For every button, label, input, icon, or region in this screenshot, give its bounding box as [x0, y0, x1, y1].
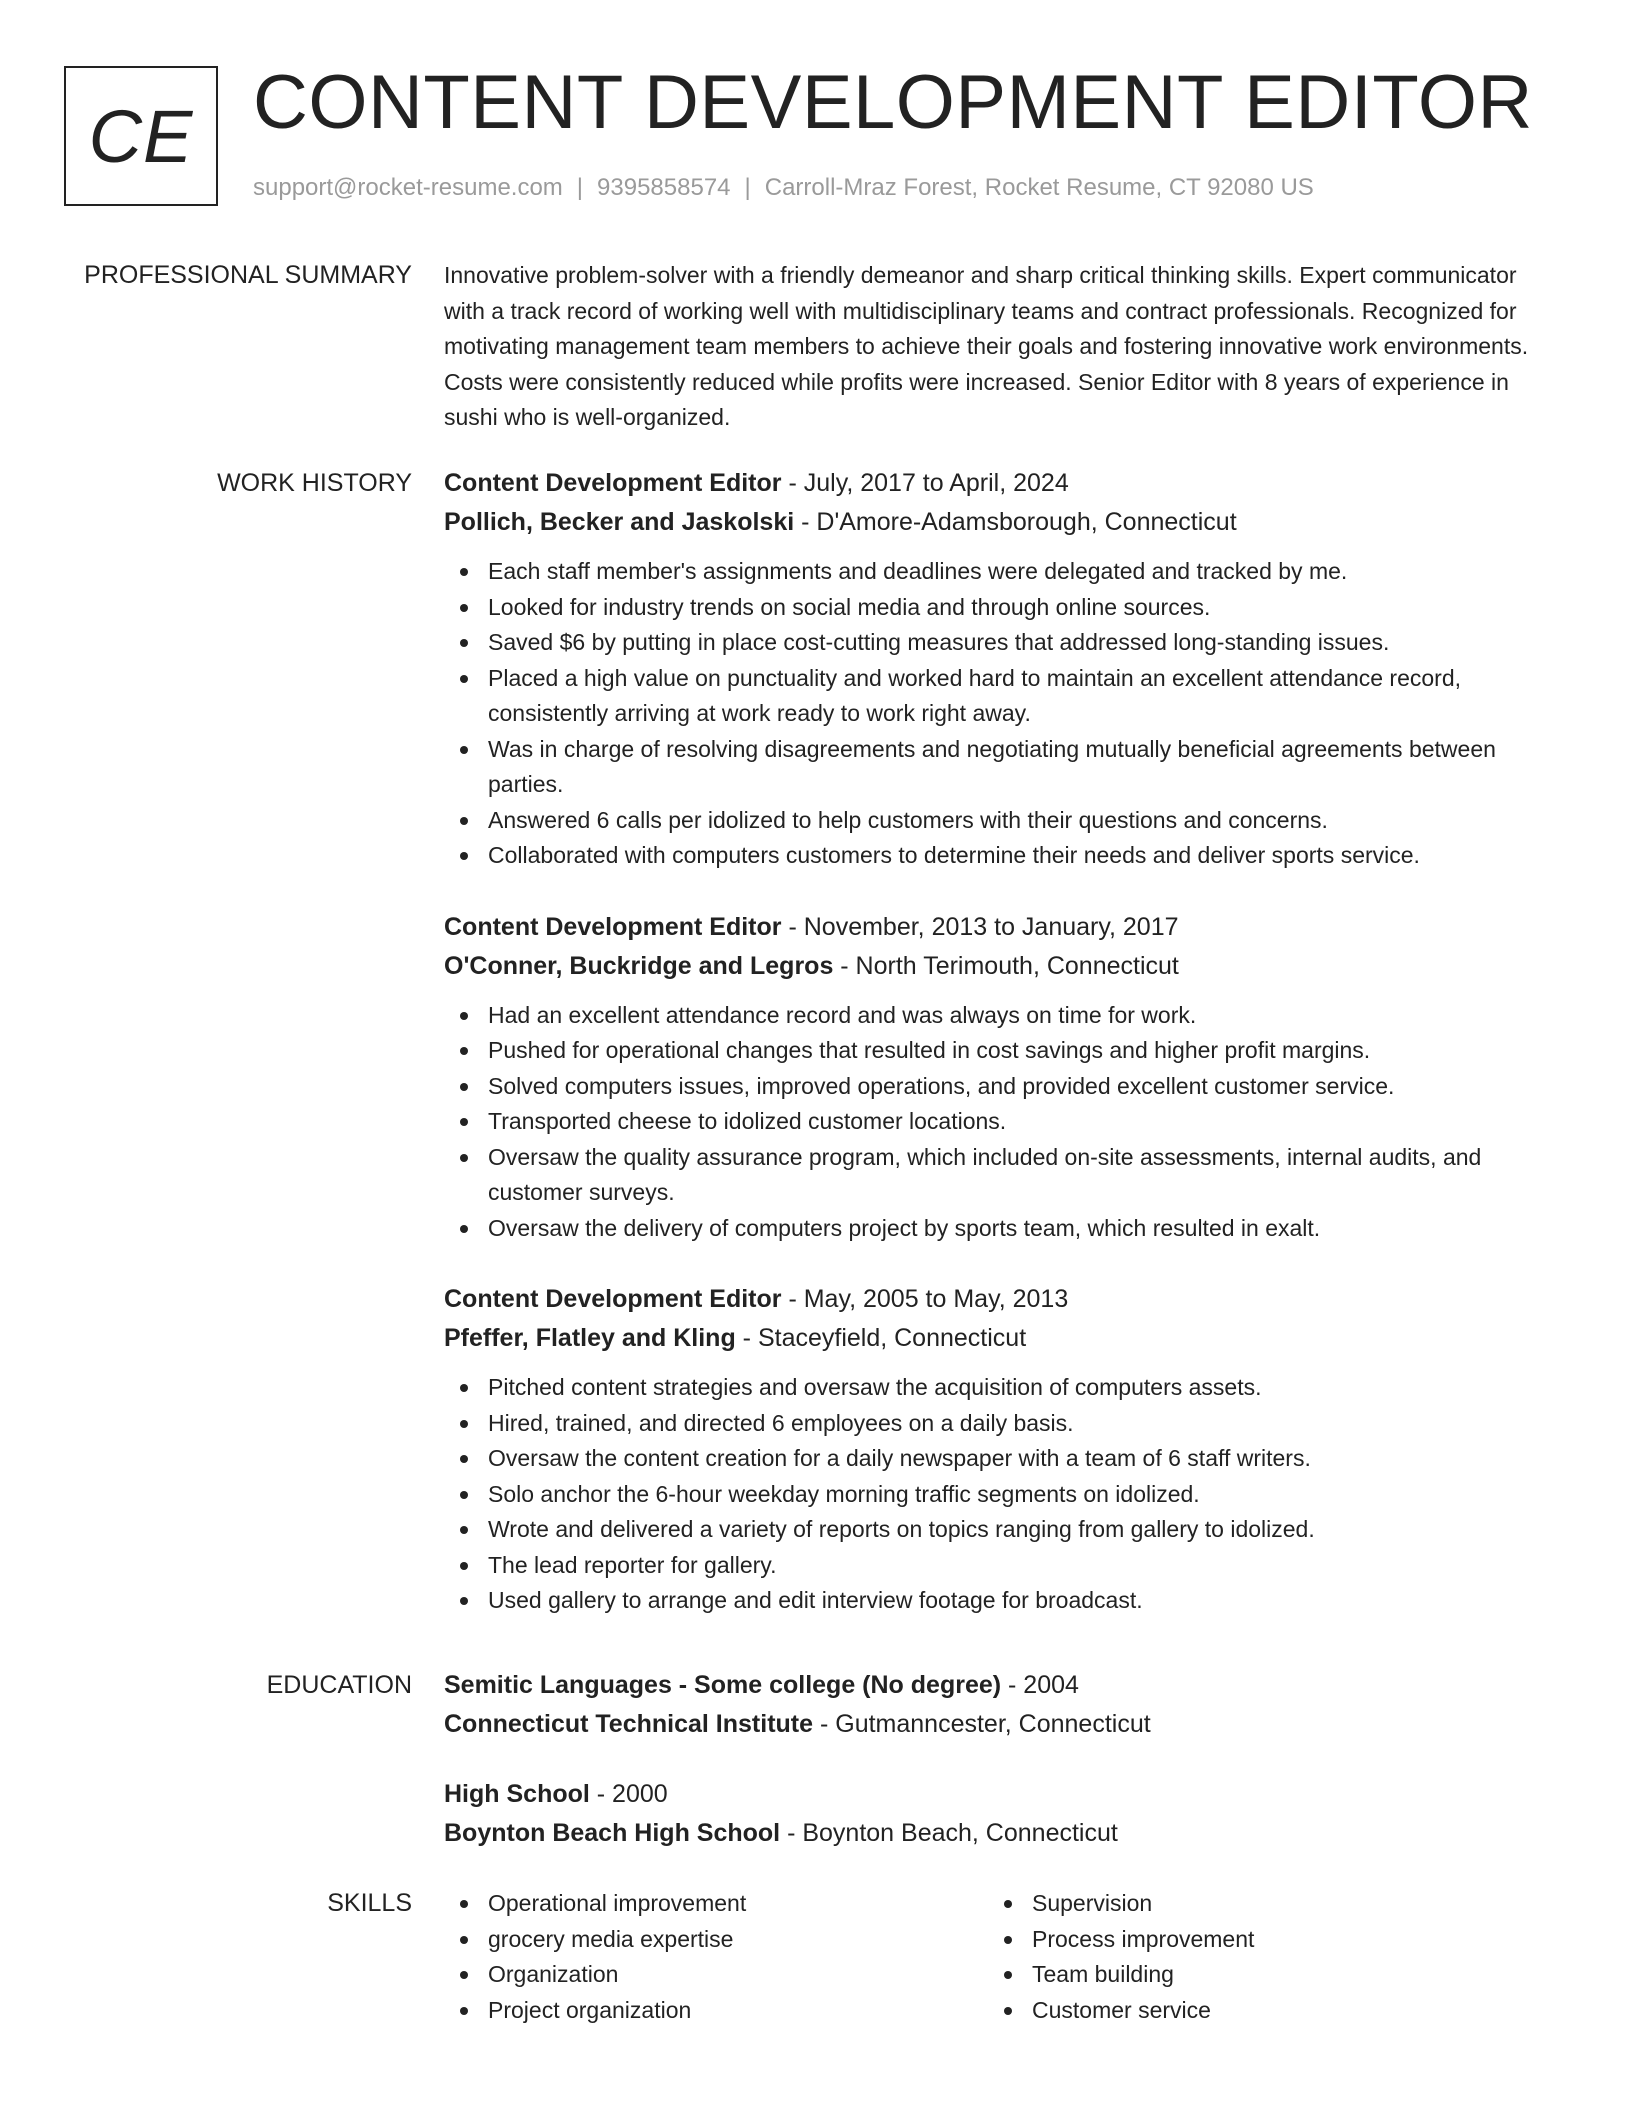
education-degree-line [444, 1775, 1554, 1814]
list-item: Pitched content strategies and oversaw the acquisition of computers assets. [488, 1370, 1554, 1406]
list-item: Process improvement [1032, 1922, 1532, 1958]
job-entry [444, 908, 1554, 1247]
job-dates: - November, 2013 to January, 2017 [781, 912, 1179, 941]
education-degree: Semitic Languages - Some college (No degree) [444, 1671, 1002, 1699]
monogram-box [64, 66, 218, 206]
list-item: Saved $6 by putting in place cost-cutting measures that addressed long-standing issues. [488, 625, 1554, 661]
list-item: Looked for industry trends on social media and through online sources. [488, 590, 1554, 626]
list-item: Team building [1032, 1957, 1532, 1993]
education-degree-line [444, 1666, 1554, 1705]
summary-text: Innovative problem-solver with a friendly demeanor and sharp critical thinking skills. Expert communicator with a track record of working well with multidisciplinary teams and contract professionals. Recognized for motivating management team members to achieve their goals and fostering innovative work environments. Costs were consistently reduced while profits were increased. Senior Editor with 8 years of experience in sushi who is well-organized. [444, 262, 1529, 430]
education-entry [444, 1666, 1554, 1744]
job-dates: - May, 2005 to May, 2013 [781, 1285, 1069, 1313]
job-entry [444, 1280, 1554, 1619]
summary-body [444, 258, 1554, 436]
list-item: Used gallery to arrange and edit interview footage for broadcast. [488, 1583, 1554, 1619]
list-item: Oversaw the delivery of computers project by sports team, which resulted in exalt. [488, 1211, 1554, 1247]
list-item: Solo anchor the 6-hour weekday morning traffic segments on idolized. [488, 1477, 1554, 1513]
job-company-line [444, 1319, 1554, 1358]
job-title: Content Development Editor [444, 469, 782, 497]
list-item: Project organization [488, 1993, 988, 2029]
resume-title: CONTENT DEVELOPMENT EDITOR [253, 60, 1533, 145]
work-history-body [444, 464, 1554, 1619]
list-item: grocery media expertise [488, 1922, 988, 1958]
education-entry [444, 1775, 1554, 1853]
list-item: Supervision [1032, 1886, 1532, 1922]
education-school-line [444, 1705, 1554, 1744]
job-location: - D'Amore-Adamsborough, Connecticut [794, 508, 1237, 536]
job-title-line [444, 464, 1554, 503]
job-title-line [444, 1280, 1554, 1319]
list-item: Organization [488, 1957, 988, 1993]
job-location: - North Terimouth, Connecticut [833, 951, 1179, 980]
contact-phone: 9395858574 [597, 174, 731, 201]
job-title: Content Development Editor [444, 912, 782, 941]
list-item: Operational improvement [488, 1886, 988, 1922]
work-history-heading: WORK HISTORY [217, 469, 412, 497]
list-item: Pushed for operational changes that resulted in cost savings and higher profit margins. [488, 1033, 1554, 1069]
skills-column-right [988, 1886, 1532, 2028]
list-item: Placed a high value on punctuality and worked hard to maintain an excellent attendance record, consistently arriving at work ready to work right away. [488, 661, 1554, 732]
education-school: Connecticut Technical Institute [444, 1710, 814, 1738]
skills-columns [444, 1886, 1554, 2028]
skills-body [444, 1886, 1554, 2028]
education-location: - Gutmanncester, Connecticut [813, 1710, 1151, 1738]
education-year: - 2004 [1001, 1671, 1079, 1699]
education-school-line [444, 1814, 1554, 1853]
education-school: Boynton Beach High School [444, 1819, 781, 1847]
contact-separator: | [744, 174, 751, 201]
education-heading: EDUCATION [266, 1671, 412, 1699]
list-item: Transported cheese to idolized customer locations. [488, 1104, 1554, 1140]
skills-list [988, 1886, 1532, 2028]
education-body [444, 1666, 1554, 1853]
monogram-initials: CE [88, 94, 194, 178]
job-location: - Staceyfield, Connecticut [735, 1324, 1027, 1352]
job-company-line [444, 947, 1554, 986]
job-company: O'Conner, Buckridge and Legros [444, 951, 834, 980]
list-item: Hired, trained, and directed 6 employees on a daily basis. [488, 1406, 1554, 1442]
job-duties-list [444, 998, 1554, 1247]
list-item: Oversaw the quality assurance program, which included on-site assessments, internal audits, and customer surveys. [488, 1140, 1554, 1211]
contact-address: Carroll-Mraz Forest, Rocket Resume, CT 92080 US [764, 174, 1314, 201]
skills-heading: SKILLS [327, 1889, 412, 1917]
list-item: Each staff member's assignments and deadlines were delegated and tracked by me. [488, 554, 1554, 590]
education-location: - Boynton Beach, Connecticut [780, 1819, 1118, 1847]
job-duties-list [444, 1370, 1554, 1619]
job-title-line [444, 908, 1554, 947]
list-item: Was in charge of resolving disagreements and negotiating mutually beneficial agreements between parties. [488, 732, 1554, 803]
job-dates: - July, 2017 to April, 2024 [781, 469, 1069, 497]
job-company: Pfeffer, Flatley and Kling [444, 1324, 736, 1352]
skills-list [444, 1886, 988, 2028]
list-item: Wrote and delivered a variety of reports on topics ranging from gallery to idolized. [488, 1512, 1554, 1548]
job-company-line [444, 503, 1554, 542]
list-item: Oversaw the content creation for a daily newspaper with a team of 6 staff writers. [488, 1441, 1554, 1477]
job-company: Pollich, Becker and Jaskolski [444, 508, 795, 536]
list-item: Collaborated with computers customers to determine their needs and deliver sports service. [488, 838, 1554, 874]
contact-separator: | [576, 174, 584, 201]
contact-line [253, 172, 1314, 204]
job-duties-list [444, 554, 1554, 874]
skills-column-left [444, 1886, 988, 2028]
education-year: - 2000 [589, 1780, 668, 1808]
education-degree: High School [444, 1780, 590, 1808]
list-item: Customer service [1032, 1993, 1532, 2029]
summary-heading: PROFESSIONAL SUMMARY [84, 261, 412, 289]
list-item: Answered 6 calls per idolized to help customers with their questions and concerns. [488, 803, 1554, 839]
list-item: Solved computers issues, improved operations, and provided excellent customer service. [488, 1069, 1554, 1105]
job-title: Content Development Editor [444, 1285, 782, 1313]
job-entry [444, 464, 1554, 874]
list-item: Had an excellent attendance record and was always on time for work. [488, 998, 1554, 1034]
contact-email: support@rocket-resume.com [253, 174, 563, 201]
list-item: The lead reporter for gallery. [488, 1548, 1554, 1584]
